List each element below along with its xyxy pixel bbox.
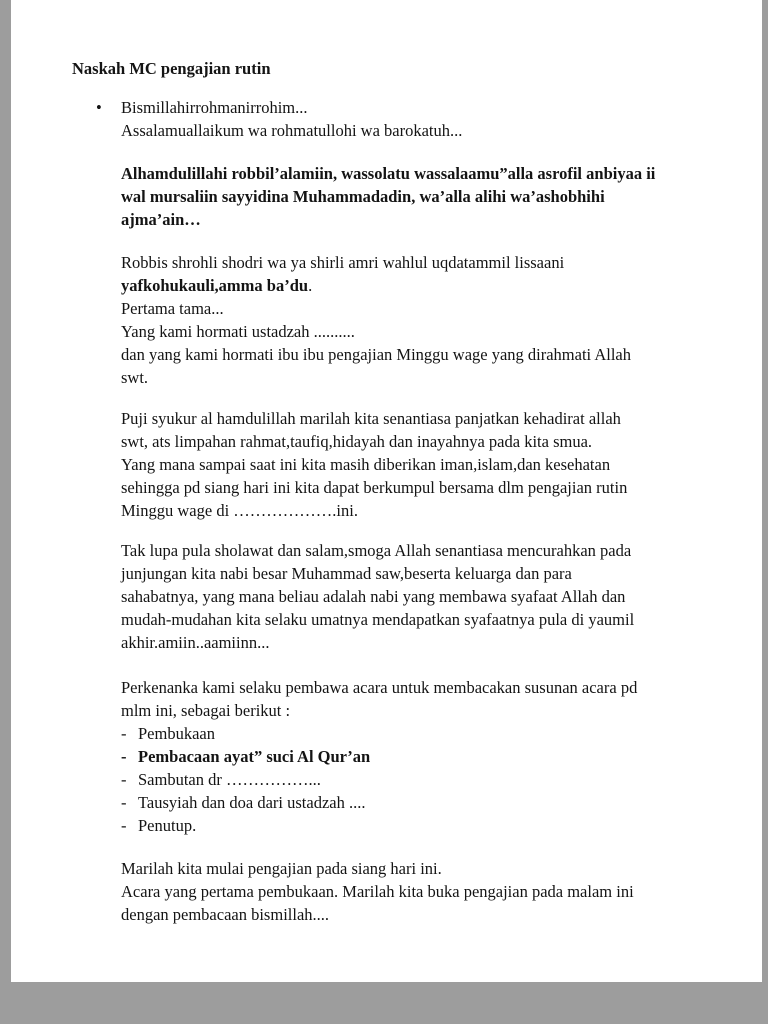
text-run: mlm ini, sebagai berikut :: [121, 701, 291, 720]
text-line: [72, 676, 692, 699]
text-run: Bismillahirrohmanirrohim...: [121, 98, 308, 117]
list-item: [72, 745, 692, 768]
text-run: akhir.amiin..aamiinn...: [121, 633, 270, 652]
document-content: [11, 0, 762, 926]
document-title: [72, 57, 692, 80]
text-line: [72, 208, 692, 231]
text-line: [72, 366, 692, 389]
text-line: [72, 880, 692, 903]
text-run: Minggu wage di ……………….ini.: [121, 501, 358, 520]
text-line: [72, 699, 692, 722]
text-run: Naskah MC pengajian rutin: [72, 59, 271, 78]
text-run: Penutup.: [138, 816, 197, 835]
text-run: Alhamdulillahi robbil’alamiin, wassolatu wassalaamu”alla asrofil anbiyaa ii: [121, 164, 656, 183]
text-run: ajma’ain…: [121, 210, 201, 229]
text-run: sehingga pd siang hari ini kita dapat berkumpul bersama dlm pengajian rutin: [121, 478, 628, 497]
text-run: Marilah kita mulai pengajian pada siang hari ini.: [121, 859, 442, 878]
text-line: [72, 185, 692, 208]
dash-marker: -: [121, 770, 127, 789]
text-run: Robbis shrohli shodri wa ya shirli amri wahlul uqdatammil lissaani: [121, 253, 565, 272]
text-line: [72, 343, 692, 366]
text-run: .: [308, 276, 313, 295]
text-run: Assalamuallaikum wa rohmatullohi wa barokatuh...: [121, 121, 463, 140]
text-line: [72, 297, 692, 320]
paragraph-gap: [72, 231, 692, 251]
text-run: yafkohukauli,amma ba’du: [121, 276, 309, 295]
text-run: Tak lupa pula sholawat dan salam,smoga Allah senantiasa mencurahkan pada: [121, 541, 632, 560]
paragraph-gap: [72, 389, 692, 407]
text-run: sahabatnya, yang mana beliau adalah nabi yang membawa syafaat Allah dan: [121, 587, 626, 606]
paragraph-gap: [72, 80, 692, 96]
text-line: [72, 608, 692, 631]
text-line: [72, 453, 692, 476]
text-run: Yang kami hormati ustadzah ..........: [121, 322, 355, 341]
text-line: [72, 562, 692, 585]
dash-marker: -: [121, 724, 127, 743]
text-run: Sambutan dr ……………...: [138, 770, 321, 789]
dash-marker: -: [121, 793, 127, 812]
list-item: [72, 722, 692, 745]
text-line: [72, 320, 692, 343]
list-item: [72, 814, 692, 837]
text-line: [72, 119, 692, 142]
text-line: [72, 903, 692, 926]
text-line: [72, 585, 692, 608]
text-line: [72, 430, 692, 453]
dash-marker: -: [121, 816, 127, 835]
text-run: Tausyiah dan doa dari ustadzah ....: [138, 793, 366, 812]
list-item: [72, 791, 692, 814]
text-line: [72, 407, 692, 430]
paragraph-gap: [72, 654, 692, 676]
text-run: Pembukaan: [138, 724, 215, 743]
text-run: swt.: [121, 368, 149, 387]
text-line: [72, 274, 692, 297]
text-line: [72, 857, 692, 880]
text-run: swt, ats limpahan rahmat,taufiq,hidayah dan inayahnya pada kita smua.: [121, 432, 593, 451]
paragraph-gap: [72, 837, 692, 857]
text-run: mudah-mudahan kita selaku umatnya mendapatkan syafaatnya pula di yaumil: [121, 610, 635, 629]
text-run: Yang mana sampai saat ini kita masih diberikan iman,islam,dan kesehatan: [121, 455, 611, 474]
text-line: [72, 96, 692, 119]
text-run: dengan pembacaan bismillah....: [121, 905, 330, 924]
text-run: Pertama tama...: [121, 299, 224, 318]
text-line: [72, 162, 692, 185]
text-run: junjungan kita nabi besar Muhammad saw,beserta keluarga dan para: [121, 564, 572, 583]
text-run: Acara yang pertama pembukaan. Marilah kita buka pengajian pada malam ini: [121, 882, 634, 901]
text-line: [72, 499, 692, 522]
text-run: wal mursaliin sayyidina Muhammadadin, wa’alla alihi wa’ashobhihi: [121, 187, 605, 206]
list-item: [72, 768, 692, 791]
text-run: dan yang kami hormati ibu ibu pengajian Minggu wage yang dirahmati Allah: [121, 345, 632, 364]
text-line: [72, 251, 692, 274]
paragraph-gap: [72, 522, 692, 539]
text-line: [72, 539, 692, 562]
document-page: [11, 0, 762, 982]
text-line: [72, 476, 692, 499]
text-line: [72, 631, 692, 654]
bullet-marker-icon: •: [96, 98, 102, 117]
text-run: Perkenanka kami selaku pembawa acara untuk membacakan susunan acara pd: [121, 678, 638, 697]
text-run: Pembacaan ayat” suci Al Qur’an: [138, 747, 371, 766]
dash-marker: -: [121, 747, 127, 766]
paragraph-gap: [72, 142, 692, 162]
text-run: Puji syukur al hamdulillah marilah kita senantiasa panjatkan kehadirat allah: [121, 409, 621, 428]
